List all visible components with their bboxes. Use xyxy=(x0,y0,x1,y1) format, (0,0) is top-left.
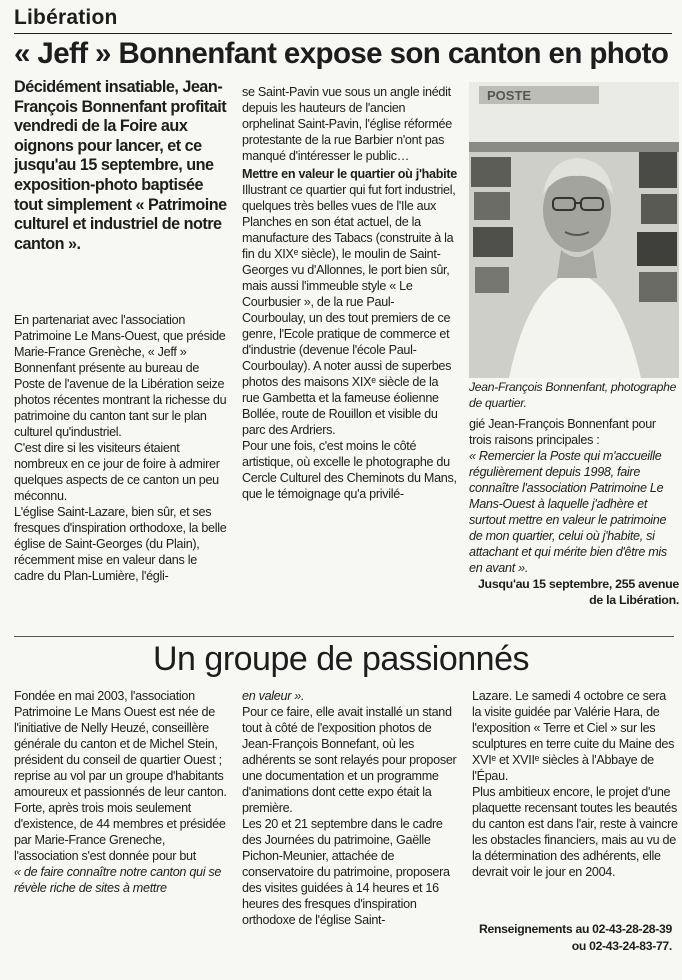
photo xyxy=(469,82,679,378)
paragraph: Pour une fois, c'est moins le côté artistique, où excelle le photographe du Cercle Culturel des Cheminots du Mans, que le témoignage qu'a privilé- xyxy=(242,439,457,501)
quote: en valeur ». xyxy=(242,689,305,703)
box-title: Un groupe de passionnés xyxy=(153,640,529,678)
headline: « Jeff » Bonnenfant expose son canton en photo xyxy=(14,37,669,70)
contact-line-2: ou 02-43-24-83-77. xyxy=(571,939,672,953)
paragraph: Les 20 et 21 septembre dans le cadre des Journées du patrimoine, Gaëlle Pichon-Meunier, attachée de conservatoire du patrimoine, proposera des visites guidées à 14 heures et 16 heures des fresques d'inspiration orthodoxe de l'église Saint- xyxy=(242,817,450,927)
paragraph: Fondée en mai 2003, l'association Patrimoine Le Mans Ouest est née de l'initiative de Nelly Heuzé, conseillère générale du canton et de Michel Stein, président du conseil de quartier Ouest ; reprise au vol par un groupe d'habitants amoureux et passionnés de leur canton. xyxy=(14,689,227,799)
paragraph: Illustrant ce quartier qui fut fort industriel, quelques très belles vues de l'Ile aux Planches en son état actuel, de la manufacture des Tabacs (construite à la fin du XIXᵉ siècle), le moulin de Saint-Georges vu d'Allonnes, le port bien sûr, mais aussi l'immeuble style « Le Courbusier », de la rue Paul-Courboulay, un des tout premiers de ce genre, l'Ecole pratique de commerce et d'industrie (devenue l'école Paul-Courboulay). A noter aussi de superbes photos des maisons XIXᵉ siècle de la rue Gambetta et la fameuse éolienne Bollée, route de Rouillon et visible du parc des Ardriers. xyxy=(242,183,456,437)
photographer-photo xyxy=(469,82,679,378)
contact-info xyxy=(412,921,672,955)
paragraph: se Saint-Pavin vue sous un angle inédit depuis les hauteurs de l'ancien orphelinat Saint-Pavin, l'église réformée protestante de la rue Barbier n'ont pas manqué d'intéresser le public… xyxy=(242,85,452,163)
photo-caption: Jean-François Bonnenfant, photographe de quartier. xyxy=(469,380,677,410)
article-column-1 xyxy=(14,312,230,584)
top-rule xyxy=(14,33,672,34)
box-column-1 xyxy=(14,688,230,896)
article-column-2 xyxy=(242,84,457,502)
box-rule xyxy=(14,636,674,637)
paragraph: Pour ce faire, elle avait installé un stand tout à côté de l'exposition photos de Jean-François Bonnefant, où les adhérents se sont relayés pour proposer une documentation et un programme d'animations dont cette expo était la première. xyxy=(242,705,457,815)
paragraph: Forte, après trois mois seulement d'existence, de 44 membres et présidée par Marie-France Greneche, l'association s'est donnée pour but xyxy=(14,801,226,863)
paragraph: Lazare. Le samedi 4 octobre ce sera la visite guidée par Valérie Hara, de l'exposition « Terre et Ciel » sur les sculptures en terre cuite du Maine des XVIᵉ et XVIIᵉ siècles à l'Abbaye de l'Épau. xyxy=(472,689,675,783)
article-column-3 xyxy=(469,416,679,608)
paragraph: gié Jean-François Bonnenfant pour trois raisons principales : xyxy=(469,417,656,447)
svg-text:POSTE: POSTE xyxy=(487,88,532,103)
paragraph: C'est dire si les visiteurs étaient nombreux en ce jour de foire à admirer quelques aspects de ce canton un peu méconnu. xyxy=(14,441,220,503)
section-label: Libération xyxy=(14,6,118,29)
article-intro: Décidément insatiable, Jean-François Bonnenfant profitait vendredi de la Foire aux oignons pour lancer, et ce jusqu'au 15 septembre, une exposition-photo baptisée tout simplement « Patrimoine culturel et industriel de notre canton ». xyxy=(14,78,227,253)
contact-line-1: Renseignements au 02-43-28-28-39 xyxy=(479,922,672,936)
quote: « de faire connaître notre canton qui se révèle riche de sites à mettre xyxy=(14,865,222,895)
paragraph: En partenariat avec l'association Patrimoine Le Mans-Ouest, que préside Marie-France Grenèche, « Jeff » Bonnenfant présente au bureau de Poste de l'avenue de la Libération seize photos récentes montrant la richesse du patrimoine du canton tant sur le plan culturel qu'industriel. xyxy=(14,313,227,439)
box-column-2 xyxy=(242,688,460,928)
paragraph: Plus ambitieux encore, le projet d'une plaquette recensant toutes les beautés du canton est dans l'air, reste à vaincre les obstacles financiers, mais au vu de la détermination des adhérents, elle devrait voir le jour en 2004. xyxy=(472,785,678,879)
quote: « Remercier la Poste qui m'accueille régulièrement depuis 1998, faire connaître l'association Patrimoine Le Mans-Ouest à laquelle j'adhère et surtout mettre en valeur le patrimoine de mon quartier, celui où j'habite, si attachant et qui mérite bien d'être mis en avant ». xyxy=(469,449,667,575)
box-column-3 xyxy=(472,688,678,880)
paragraph: L'église Saint-Lazare, bien sûr, et ses fresques d'inspiration orthodoxe, la belle église de Saint-Georges (du Plain), récemment mise en valeur dans le cadre du Plan-Lumière, l'égli- xyxy=(14,505,227,583)
subheading: Mettre en valeur le quartier où j'habite xyxy=(242,167,457,181)
exhibition-info: Jusqu'au 15 septembre, 255 avenue de la Libération. xyxy=(477,577,679,607)
